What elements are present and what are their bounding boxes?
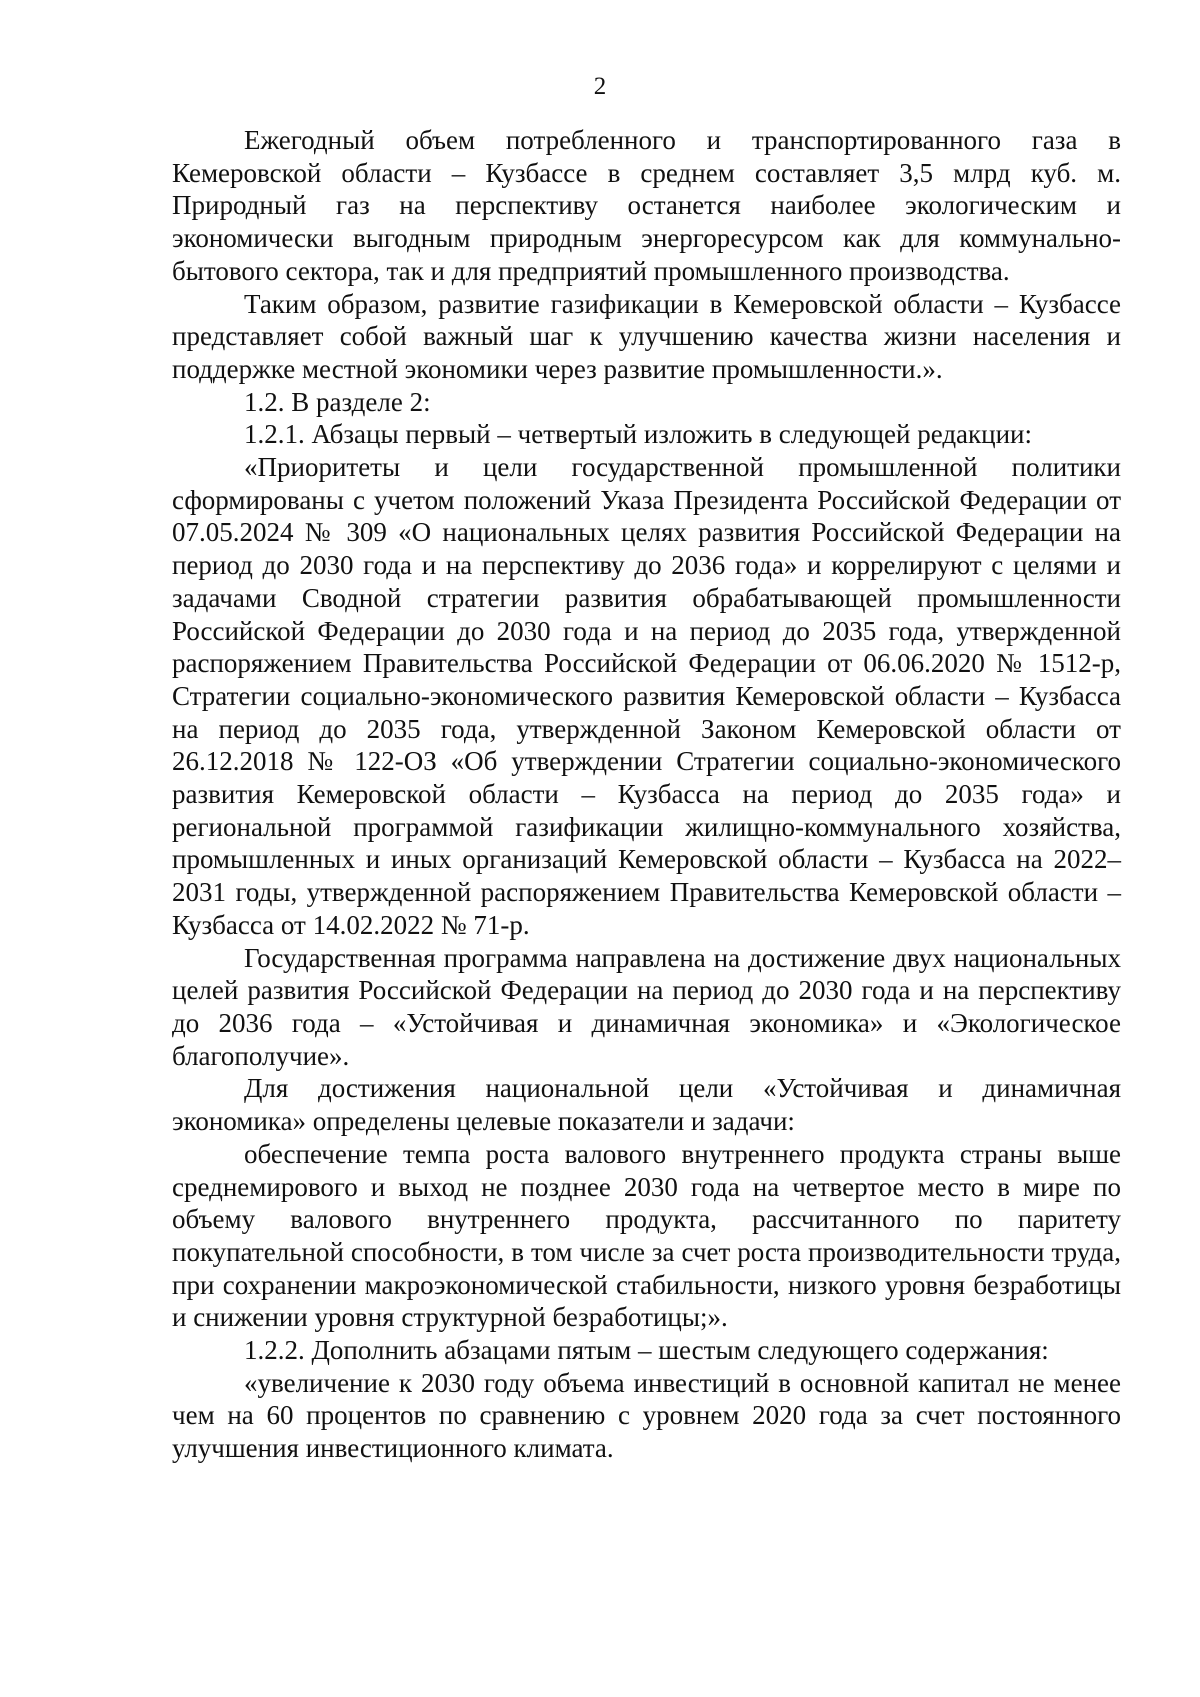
paragraph-priorities-and-goals: «Приоритеты и цели государственной промышленной политики сформированы с учетом положений Указа Президента Российской Федерации от 07.05.2024 № 309 «О национальных целях развития Российской Федерации на период до 2030 года и на перспективу до 2036 года» и коррелируют с целями и задачами Сводной стратегии развития обрабатывающей промышленности Российской Федерации до 2030 года и на период до 2035 года, утвержденной распоряжением Правительства Российской Федерации от 06.06.2020 № 1512-р, Стратегии социально-экономического развития Кемеровской области – Кузбасса на период до 2035 года, утвержденной Законом Кемеровской области от 26.12.2018 № 122-ОЗ «Об утверждении Стратегии социально-экономического развития Кемеровской области – Кузбасса на период до 2035 года» и региональной программой газификации жилищно-коммунального хозяйства, промышленных и иных организаций Кемеровской области – Кузбасса на 2022–2031 годы, утвержденной распоряжением Правительства Кемеровской области – Кузбасса от 14.02.2022 № 71-р. bbox=[172, 452, 1121, 940]
paragraph-item-1-2-2: 1.2.2. Дополнить абзацами пятым – шестым следующего содержания: bbox=[244, 1335, 1049, 1366]
paragraph-national-goal-indicators: Для достижения национальной цели «Устойчивая и динамичная экономика» определены целевые показатели и задачи: bbox=[172, 1073, 1121, 1137]
paragraph-state-program-goals: Государственная программа направлена на достижение двух национальных целей развития Российской Федерации на период до 2030 года и на перспективу до 2036 года – «Устойчивая и динамичная экономика» и «Экологическое благополучие». bbox=[172, 942, 1121, 1071]
paragraph-gasification-importance: Таким образом, развитие газификации в Кемеровской области – Кузбассе представляет собой важный шаг к улучшению качества жизни населения и поддержке местной экономики через развитие промышленности.». bbox=[172, 288, 1121, 384]
page-number: 2 bbox=[593, 73, 607, 100]
paragraph-investment-growth: «увеличение к 2030 году объема инвестиций в основной капитал не менее чем на 60 процентов по сравнению с уровнем 2020 года за счет постоянного улучшения инвестиционного климата. bbox=[172, 1367, 1121, 1464]
paragraph-item-1-2-1: 1.2.1. Абзацы первый – четвертый изложить в следующей редакции: bbox=[244, 419, 1033, 450]
paragraph-gas-consumption: Ежегодный объем потребленного и транспортированного газа в Кемеровской области – Кузбассе в среднем составляет 3,5 млрд куб. м. Природный газ на перспективу останется наиболее экологическим и экономически выгодным природным энергоресурсом как для коммунально-бытового сектора, так и для предприятий промышленного производства. bbox=[172, 125, 1121, 286]
document-body bbox=[172, 124, 1121, 1465]
paragraph-gdp-growth: обеспечение темпа роста валового внутреннего продукта страны выше среднемирового и выход не позднее 2030 года на четвертое место в мире по объему валового внутреннего продукта, рассчитанного по паритету покупательной способности, в том числе за счет роста производительности труда, при сохранении макроэкономической стабильности, низкого уровня безработицы и снижении уровня структурной безработицы;». bbox=[172, 1138, 1121, 1333]
paragraph-section-2-heading: 1.2. В разделе 2: bbox=[244, 386, 431, 417]
